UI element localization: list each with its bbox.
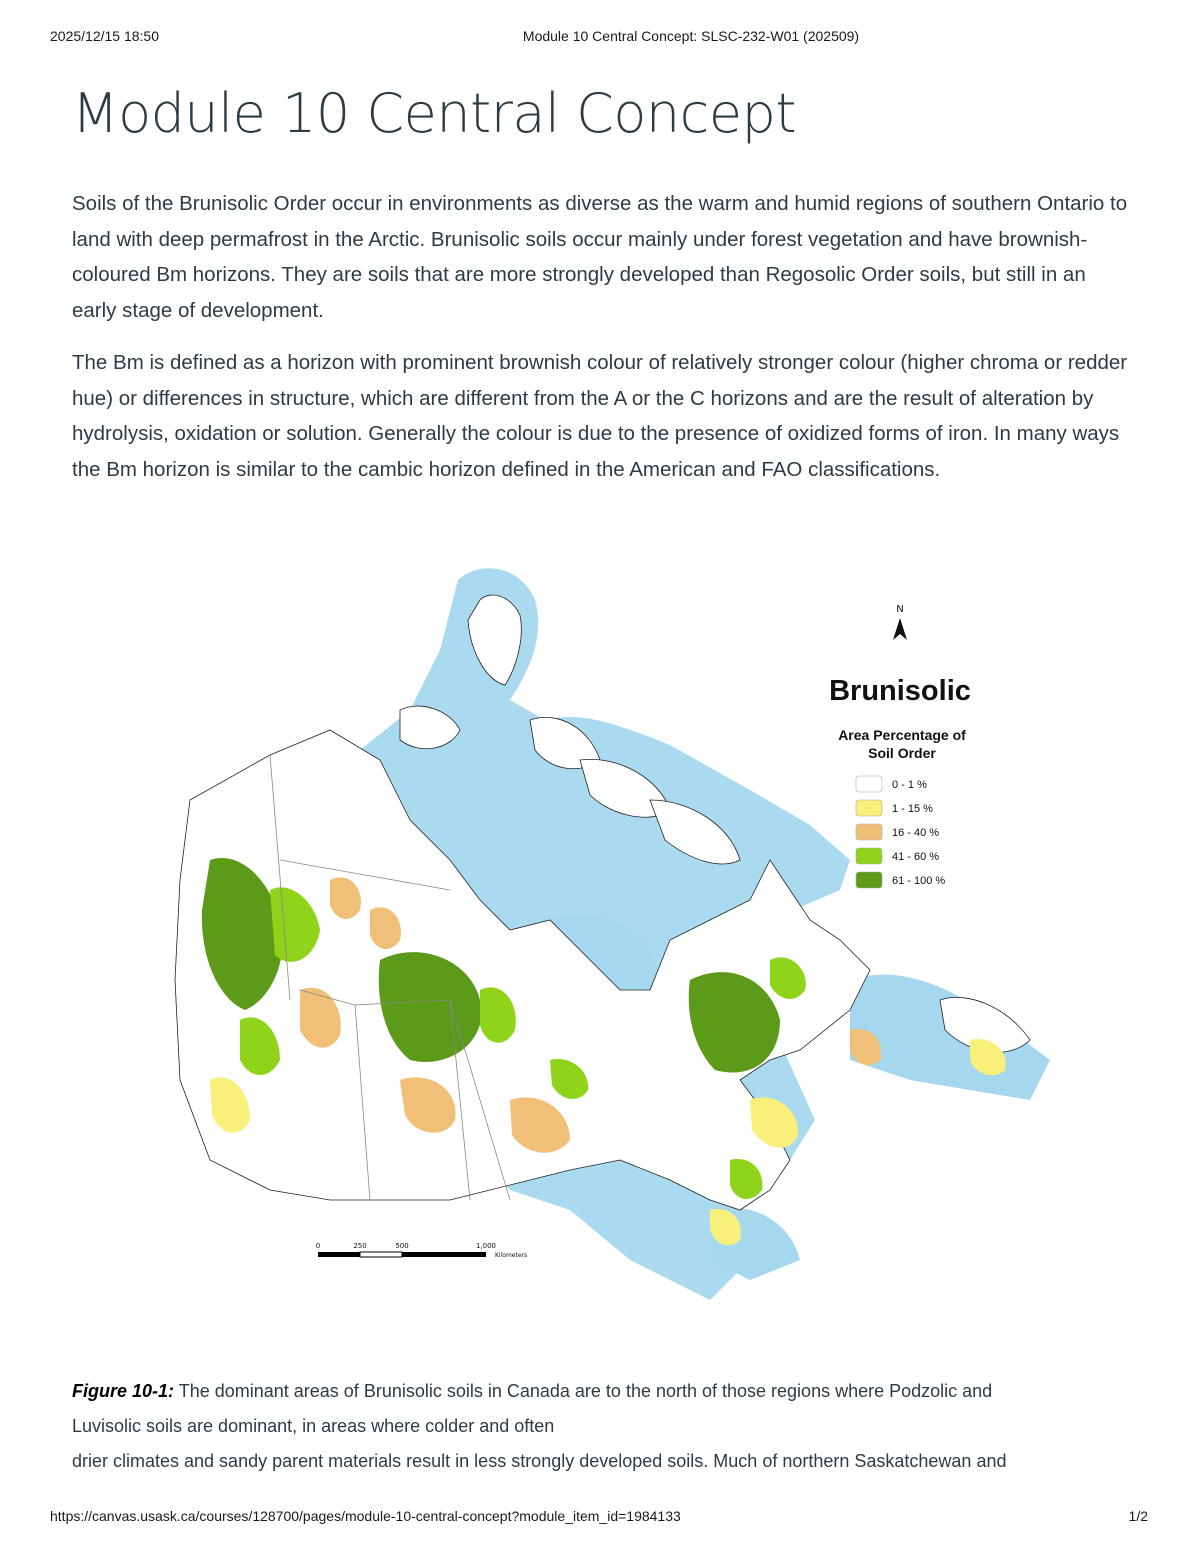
legend-swatch-3	[856, 848, 882, 864]
brunisolic-map-figure	[150, 560, 1070, 1320]
print-page-title: Module 10 Central Concept: SLSC-232-W01 (202509)	[522, 28, 860, 44]
scale-bar	[316, 1242, 527, 1259]
legend-label-1: 1 - 15 %	[892, 803, 933, 815]
scale-label-250: 250	[353, 1242, 367, 1250]
caption-line-2: Luvisolic soils are dominant, in areas where colder and often	[72, 1416, 555, 1436]
legend-label-3: 41 - 60 %	[892, 851, 940, 863]
page-number: 1/2	[1128, 1508, 1148, 1524]
legend-swatch-4	[856, 872, 882, 888]
page-title: Module 10 Central Concept	[72, 82, 797, 145]
paragraph-intro: Soils of the Brunisolic Order occur in environments as diverse as the warm and humid regions of southern Ontario to land with deep permafrost in the Arctic. Brunisolic soils occur mainly under forest vegetation and have brownish-coloured Bm horizons. They are soils that are more strongly developed than Regosolic Order soils, but still in an early stage of development.	[72, 192, 1128, 322]
figure-caption	[72, 1374, 1132, 1479]
map-title: Brunisolic	[829, 675, 971, 707]
caption-line-1: The dominant areas of Brunisolic soils in Canada are to the north of those regions where Podzolic and	[174, 1381, 993, 1401]
scale-unit: Kilometers	[495, 1252, 528, 1259]
scale-label-0: 0	[315, 1242, 321, 1250]
legend-swatch-2	[856, 824, 882, 840]
page-url: https://canvas.usask.ca/courses/128700/pages/module-10-central-concept?module_item_id=1984133	[50, 1508, 681, 1524]
north-label: N	[896, 604, 904, 615]
print-footer	[0, 1508, 1200, 1528]
paragraph-bm-definition: The Bm is defined as a horizon with prominent brownish colour of relatively stronger colour (higher chroma or redder hue) or differences in structure, which are different from the A or the C horizons and are the result of alteration by hydrolysis, oxidation or solution. Generally the colour is due to the presence of oxidized forms of iron. In many ways the Bm horizon is similar to the cambic horizon defined in the American and FAO classifications.	[72, 351, 1128, 481]
legend-swatch-0	[856, 776, 882, 792]
north-arrow	[893, 604, 907, 640]
figure-label: Figure 10-1:	[72, 1381, 175, 1401]
page-content	[72, 186, 1132, 504]
map-legend	[829, 675, 971, 888]
scale-label-1000: 1,000	[475, 1242, 497, 1250]
legend-title-2: Soil Order	[868, 745, 936, 761]
legend-label-0: 0 - 1 %	[892, 779, 927, 791]
legend-swatch-1	[856, 800, 882, 816]
scale-label-500: 500	[395, 1242, 409, 1250]
print-header	[0, 28, 1200, 48]
legend-label-2: 16 - 40 %	[892, 827, 940, 839]
brunisolic-map	[150, 560, 1070, 1320]
print-datetime: 2025/12/15 18:50	[50, 28, 159, 44]
caption-line-3: drier climates and sandy parent materials result in less strongly developed soils. Much of northern Saskatchewan and	[72, 1451, 1007, 1471]
legend-title-1: Area Percentage of	[838, 727, 966, 743]
legend-label-4: 61 - 100 %	[892, 875, 946, 887]
